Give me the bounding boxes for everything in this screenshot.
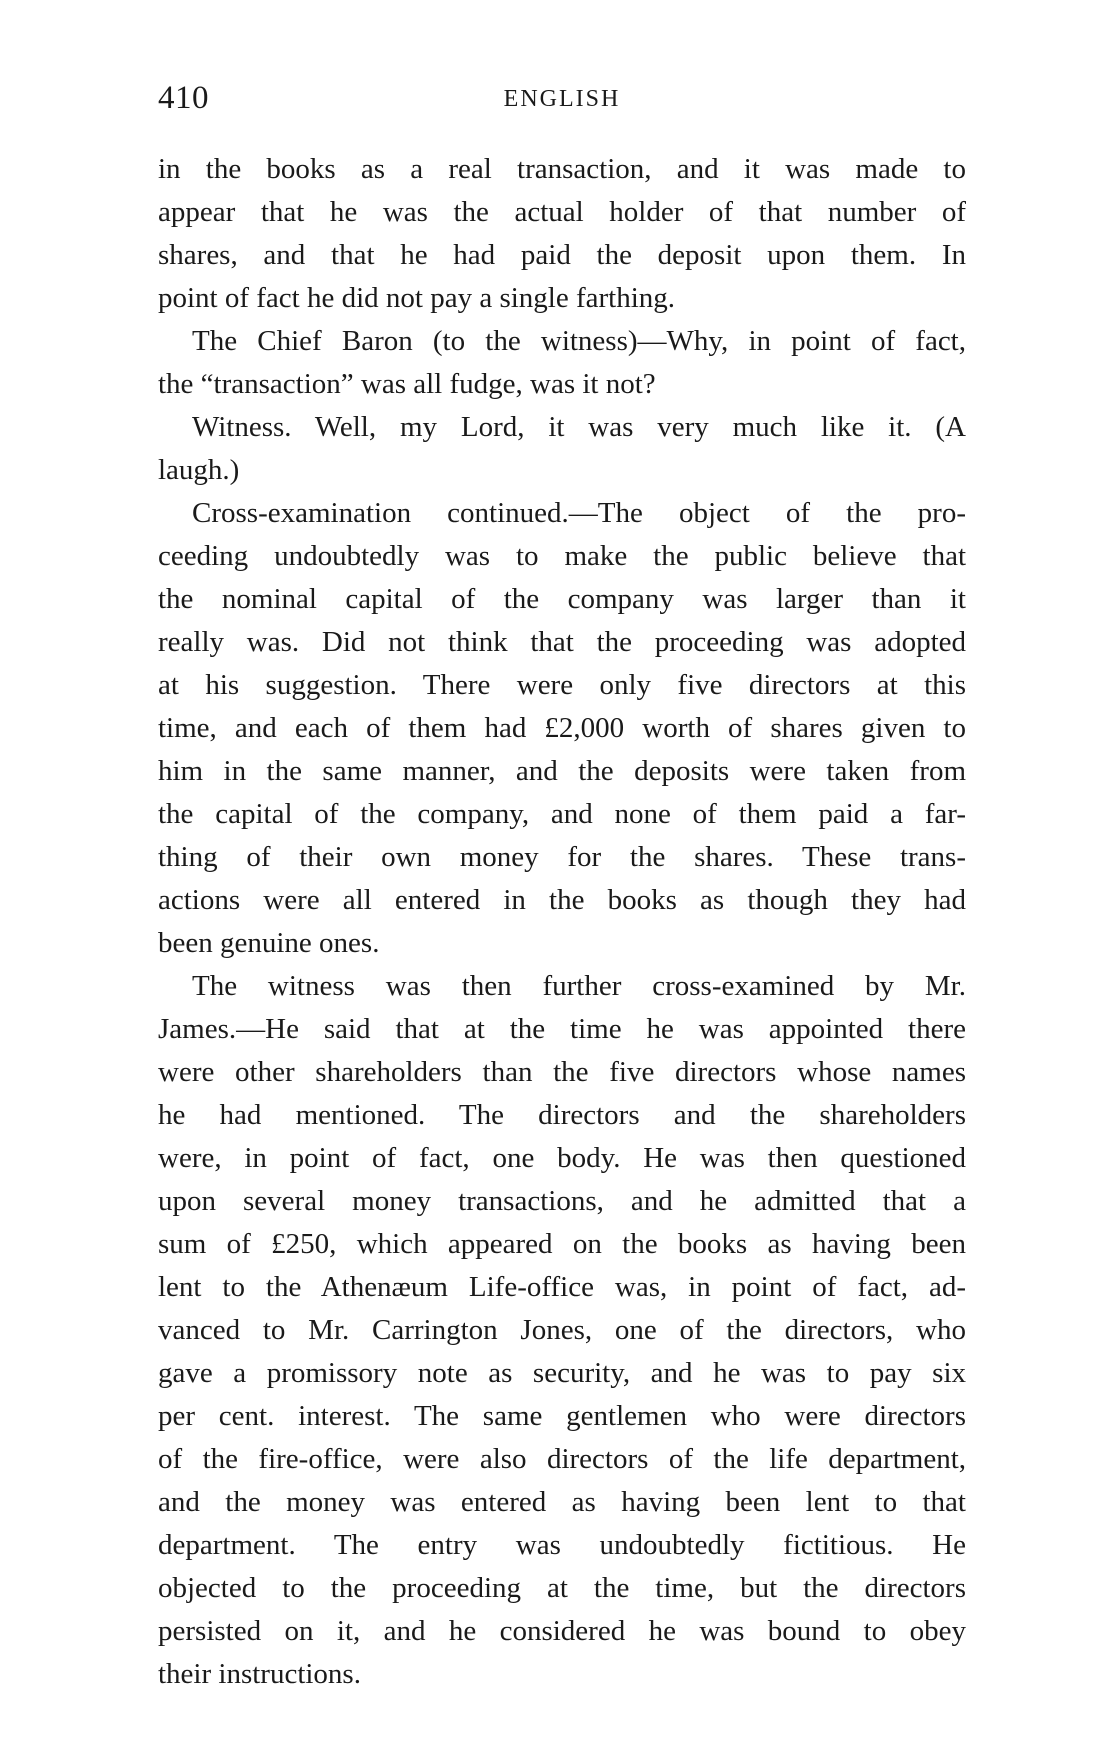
text-line: been genuine ones. (158, 927, 380, 959)
paragraph (158, 492, 966, 965)
text-line: Cross-examination continued.—The object of the pro- (192, 497, 966, 529)
page-number: 410 (158, 80, 209, 116)
text-line: laugh.) (158, 454, 240, 486)
text-line: time, and each of them had £2,000 worth of shares given to (158, 712, 966, 744)
text-line: appear that he was the actual holder of that number of (158, 196, 966, 228)
text-line: point of fact he did not pay a single farthing. (158, 282, 676, 314)
text-line: the nominal capital of the company was larger than it (158, 583, 966, 615)
running-title: ENGLISH (503, 86, 621, 112)
text-line: thing of their own money for the shares. These trans- (158, 841, 966, 873)
text-line: he had mentioned. The directors and the shareholders (158, 1099, 966, 1131)
text-line: sum of £250, which appeared on the books as having been (158, 1228, 966, 1260)
text-line: their instructions. (158, 1658, 361, 1690)
text-line: and the money was entered as having been lent to that (158, 1486, 966, 1518)
text-line: him in the same manner, and the deposits were taken from (158, 755, 966, 787)
text-line: upon several money transactions, and he admitted that a (158, 1185, 966, 1217)
paragraph (158, 406, 966, 492)
text-line: The Chief Baron (to the witness)—Why, in point of fact, (192, 325, 966, 357)
text-line: were other shareholders than the five directors whose names (158, 1056, 966, 1088)
text-line: the capital of the company, and none of them paid a far- (158, 798, 966, 830)
text-line: lent to the Athenæum Life-office was, in point of fact, ad- (158, 1271, 966, 1303)
text-line: Witness. Well, my Lord, it was very much like it. (A (192, 411, 966, 443)
text-line: of the fire-office, were also directors of the life department, (158, 1443, 966, 1475)
body-text (158, 148, 966, 1696)
paragraph (158, 320, 966, 406)
text-line: The witness was then further cross-examined by Mr. (192, 970, 966, 1002)
text-line: objected to the proceeding at the time, but the directors (158, 1572, 966, 1604)
text-line: actions were all entered in the books as though they had (158, 884, 966, 916)
text-line: department. The entry was undoubtedly fictitious. He (158, 1529, 966, 1561)
text-line: shares, and that he had paid the deposit upon them. In (158, 239, 966, 271)
text-line: at his suggestion. There were only five directors at this (158, 669, 966, 701)
text-line: per cent. interest. The same gentlemen who were directors (158, 1400, 966, 1432)
text-line: vanced to Mr. Carrington Jones, one of the directors, who (158, 1314, 966, 1346)
text-line: really was. Did not think that the proceeding was adopted (158, 626, 966, 658)
text-line: James.—He said that at the time he was appointed there (158, 1013, 966, 1045)
text-line: ceeding undoubtedly was to make the public believe that (158, 540, 966, 572)
text-line: the “transaction” was all fudge, was it not? (158, 368, 656, 400)
paragraph (158, 148, 966, 320)
text-line: were, in point of fact, one body. He was then questioned (158, 1142, 966, 1174)
text-line: in the books as a real transaction, and it was made to (158, 153, 966, 185)
text-line: gave a promissory note as security, and he was to pay six (158, 1357, 966, 1389)
text-line: persisted on it, and he considered he was bound to obey (158, 1615, 966, 1647)
paragraph (158, 965, 966, 1696)
